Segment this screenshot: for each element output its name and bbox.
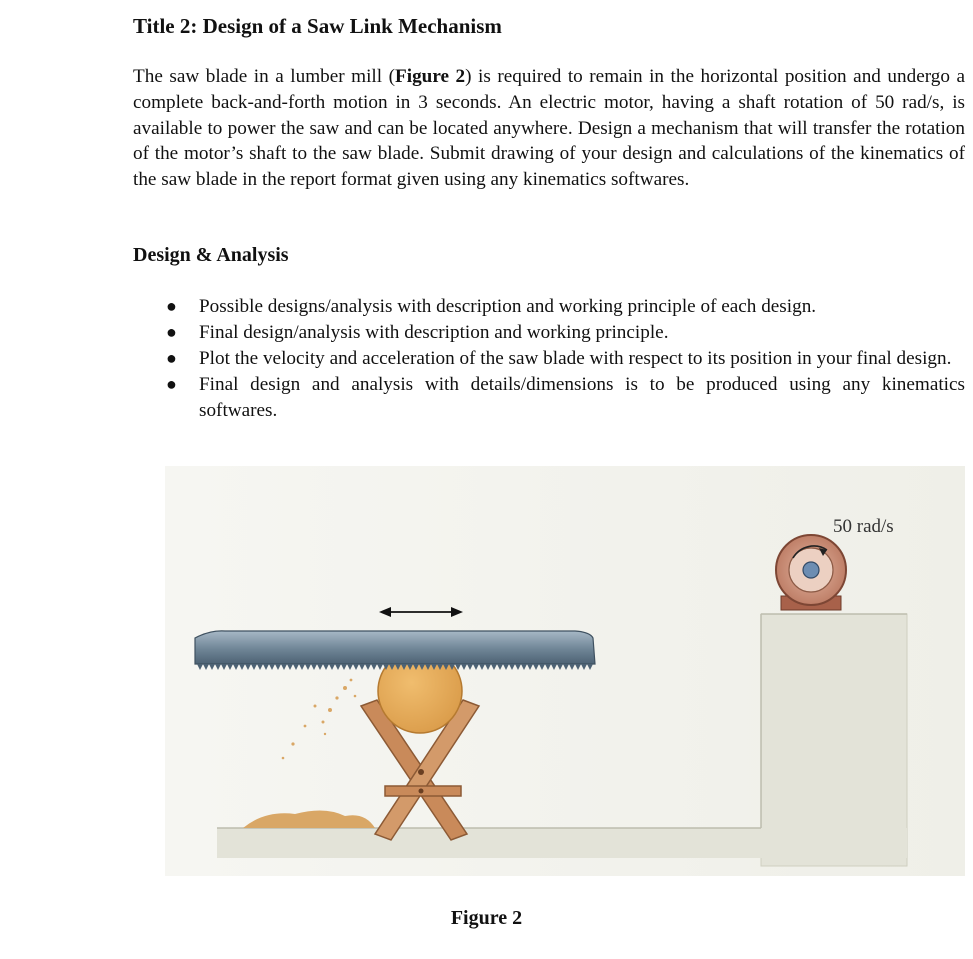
floor: [217, 828, 907, 858]
motor-speed-label: 50 rad/s: [833, 516, 894, 537]
figure-reference: Figure 2: [395, 66, 466, 87]
list-item: [133, 372, 965, 424]
bullet-icon: ●: [166, 296, 177, 316]
saw-mill-drawing: [165, 466, 965, 876]
paragraph-text-rest: ) is required to remain in the horizontal position and undergo a complete back-and-forth motion in 3 seconds. An electric motor, having a shaft rotation of 50 rad/s, is available to power the saw and can be located anywhere. Design a mechanism that will transfer the rotation of the motor’s shaft to the saw blade. Submit drawing of your design and calculations of the kinematics of the saw blade in the report format given using any kinematics softwares.: [133, 66, 965, 191]
list-item: [133, 346, 965, 372]
problem-paragraph: [133, 64, 965, 193]
requirements-list: [133, 294, 965, 424]
page-title: Title 2: Design of a Saw Link Mechanism: [133, 14, 502, 38]
list-item: [133, 320, 965, 346]
list-item-text: Final design and analysis with details/dimensions is to be produced using any kinematics softwares.: [199, 374, 965, 421]
bullet-icon: ●: [166, 374, 177, 394]
bullet-icon: ●: [166, 322, 177, 342]
figure-2-illustration: [165, 466, 965, 876]
paragraph-text-start: The saw blade in a lumber mill (: [133, 66, 396, 87]
figure-caption: Figure 2: [450, 907, 523, 929]
electric-motor: [776, 535, 846, 610]
list-item-text: Plot the velocity and acceleration of the saw blade with respect to its position in your final design.: [199, 348, 952, 369]
list-item-text: Final design/analysis with description and working principle.: [199, 322, 669, 343]
bullet-icon: ●: [166, 348, 177, 368]
saw-blade: [195, 631, 595, 664]
section-heading: Design & Analysis: [133, 244, 289, 266]
list-item-text: Possible designs/analysis with description and working principle of each design.: [199, 296, 817, 317]
list-item: [133, 294, 965, 320]
